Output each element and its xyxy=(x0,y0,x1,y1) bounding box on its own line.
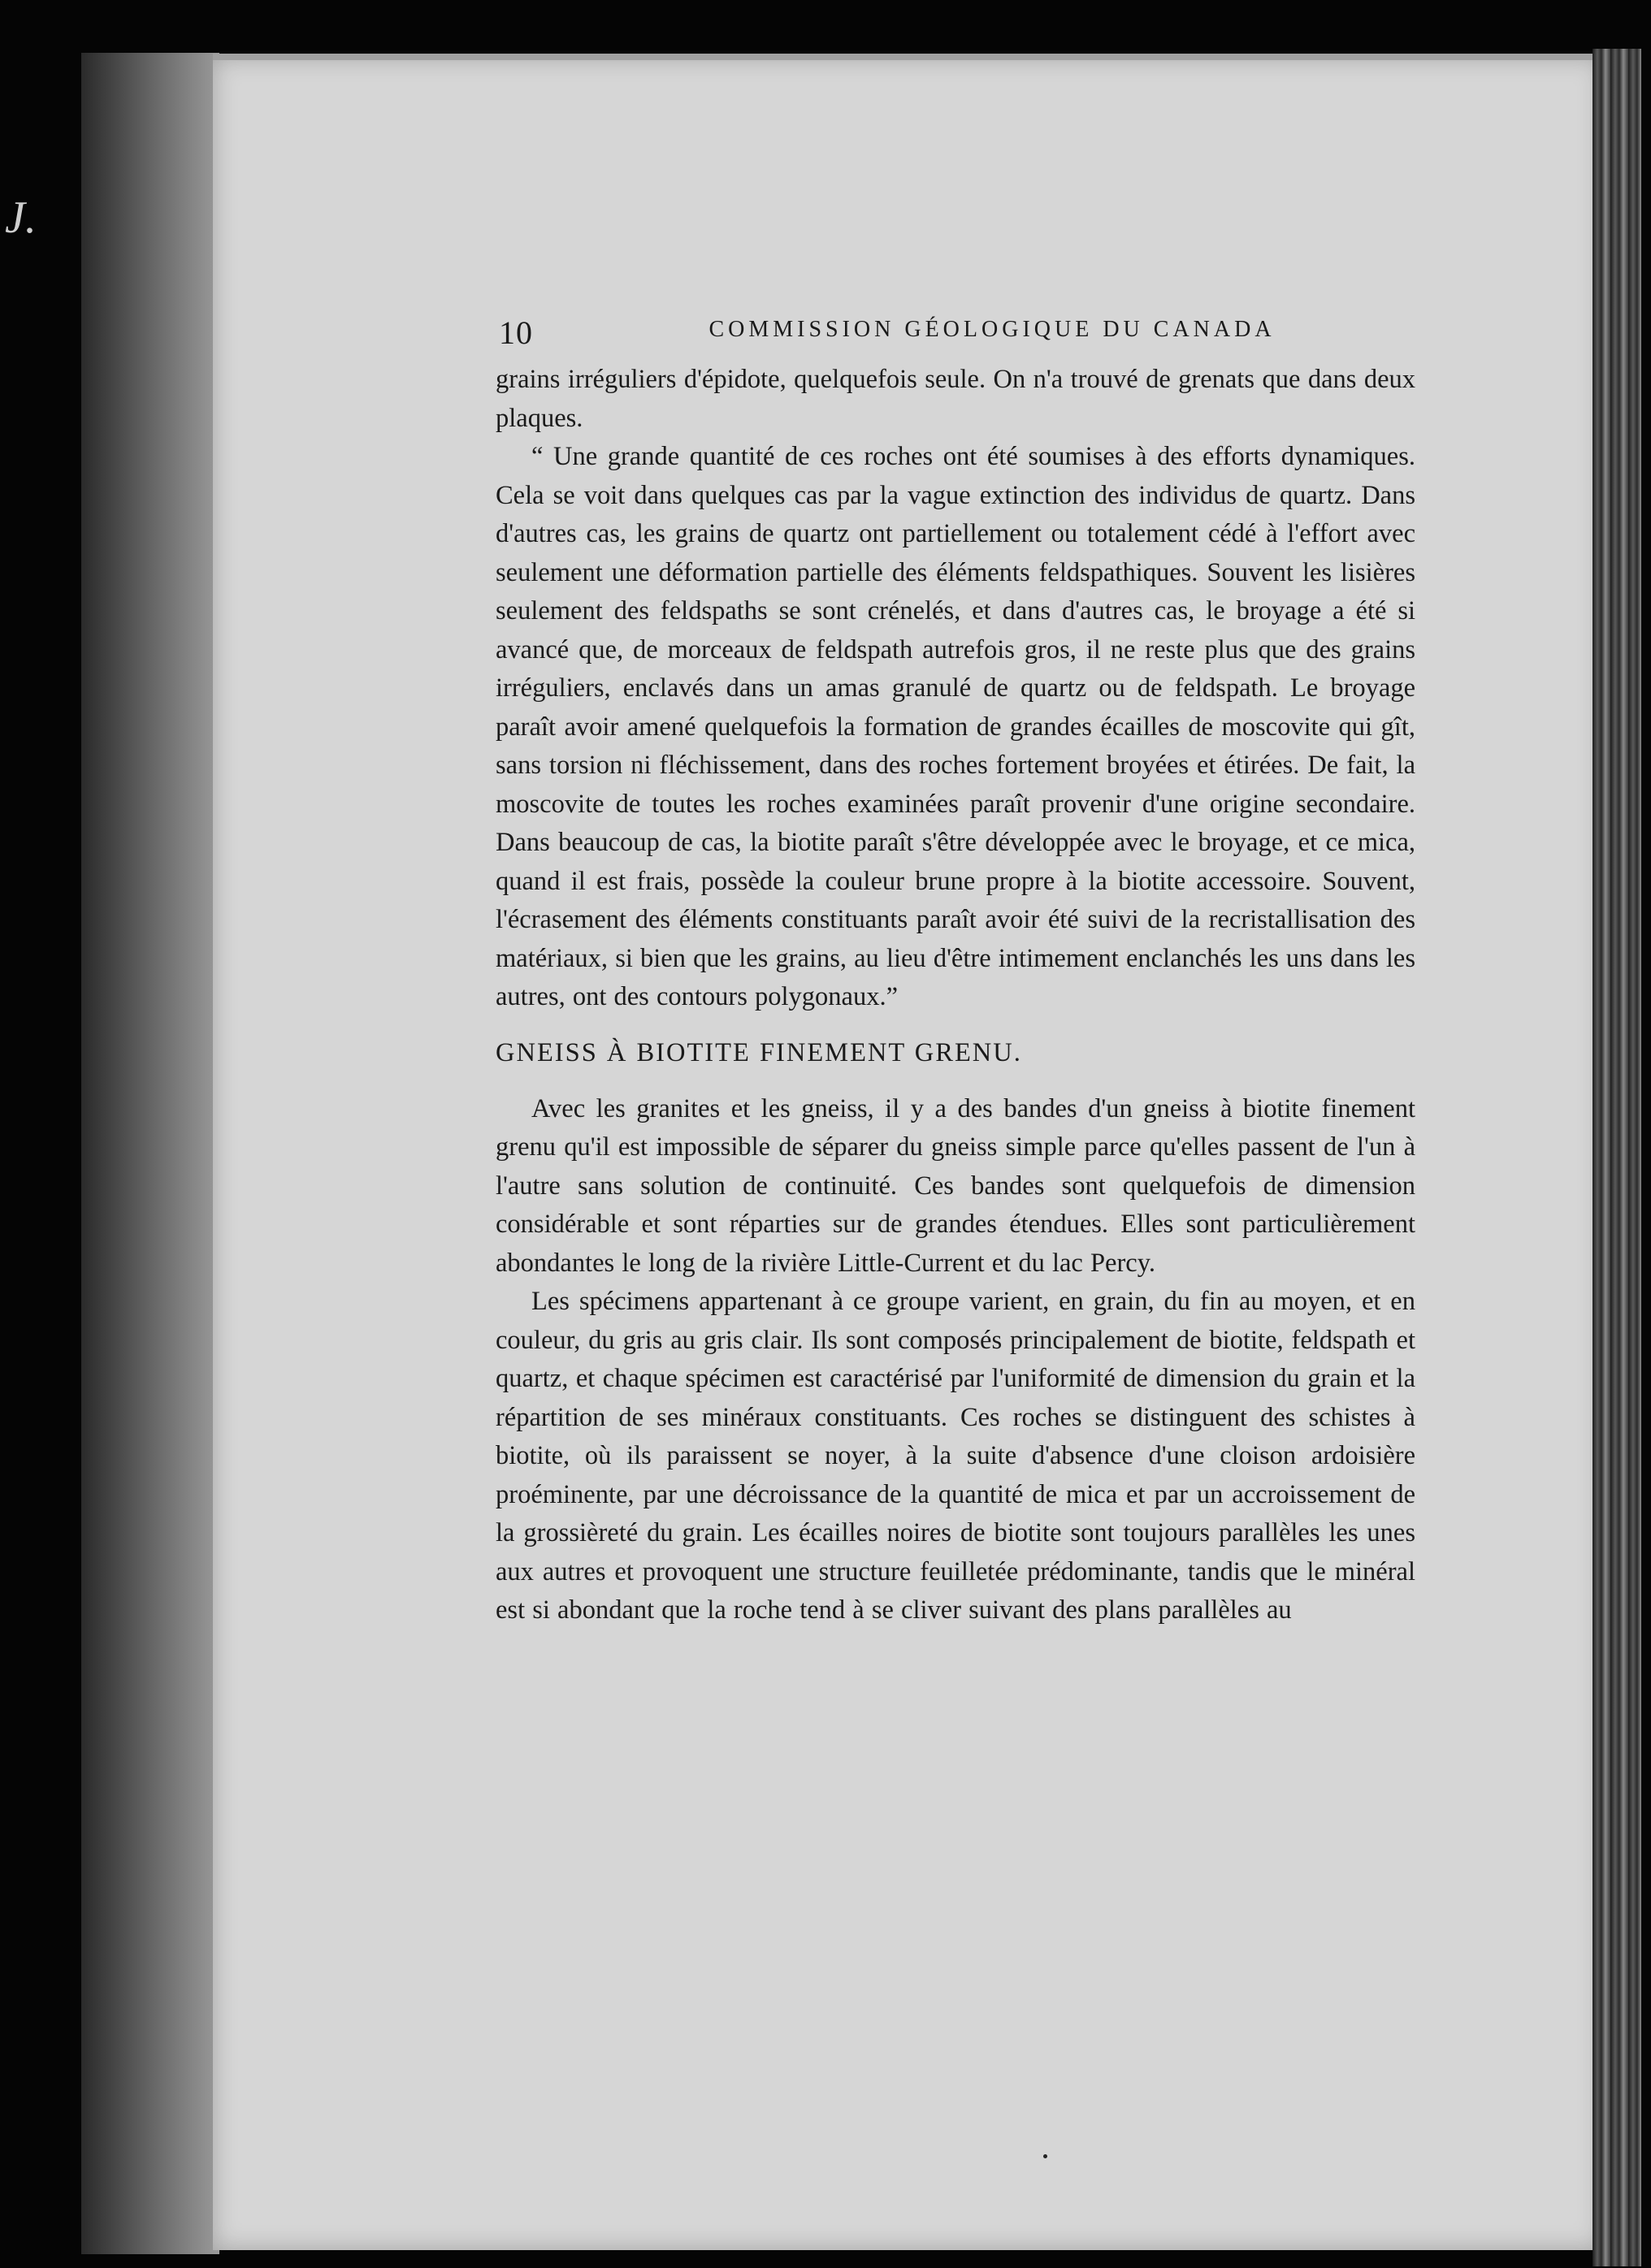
margin-pencil-mark: J. xyxy=(5,193,37,243)
running-head-title: COMMISSION GÉOLOGIQUE DU CANADA xyxy=(708,317,1276,342)
paragraph-section-2: Les spécimens appartenant à ce groupe varient, en grain, du fin au moyen, et en couleur, du gris au gris clair. Ils sont composés principalement de biotite, feldspath et quartz, et chaque spécimen est caractérisé par l'uniformité de dimension du grain et la répartition de ses minéraux constituants. Ces roches se distinguent des schistes à biotite, où ils paraissent se noyer, à la suite d'absence d'une cloison ardoisière proéminente, par une décroissance de la quantité de mica et par un accroissement de la grossièreté du grain. Les écailles noires de biotite sont toujours parallèles les unes aux autres et provoquent une structure feuilletée prédominante, tandis que le minéral est si abondant que la roche tend à se cliver suivant des plans parallèles au xyxy=(496,1287,1415,1625)
page-fore-edge xyxy=(1592,49,1641,2266)
section-heading: GNEISS À BIOTITE FINEMENT GRENU. xyxy=(496,1037,1022,1067)
page-text-block xyxy=(496,307,1415,1630)
book-gutter-shadow xyxy=(81,53,219,2254)
body-text xyxy=(496,361,1415,1630)
paragraph-quotation: “ Une grande quantité de ces roches ont été soumises à des efforts dynamiques. Cela se voit dans quelques cas par la vague extinction des individus de quartz. Dans d'autres cas, les grains de quartz ont partiellement ou totalement cédé à l'effort avec seulement une déformation partielle des éléments feldspathiques. Souvent les lisières seulement des feldspaths se sont crénelés, et dans d'autres cas, le broyage a été si avancé que, de morceaux de feldspath autrefois gros, il ne reste plus que des grains irréguliers, enclavés dans un amas granulé de quartz ou de feldspath. Le broyage paraît avoir amené quelquefois la formation de grandes écailles de moscovite qui gît, sans torsion ni fléchissement, dans des roches fortement broyées et étirées. De fait, la moscovite de toutes les roches examinées paraît provenir d'une origine secondaire. Dans beaucoup de cas, la biotite paraît s'être développée avec le broyage, et ce mica, quand il est frais, possède la couleur brune propre à la biotite accessoire. Souvent, l'écrasement des éléments constituants paraît avoir été suivi de la recristallisation des matériaux, si bien que les grains, au lieu d'être intimement enclanchés les uns dans les autres, ont des contours polygonaux.” xyxy=(496,442,1415,1011)
page-top-edge xyxy=(213,54,1602,60)
dust-speck xyxy=(1043,2154,1047,2158)
paragraph-continuation: grains irréguliers d'épidote, quelquefois seule. On n'a trouvé de grenats que dans deux plaques. xyxy=(496,365,1415,433)
page-number: 10 xyxy=(499,314,533,351)
running-head xyxy=(496,307,1415,361)
paragraph-section-1: Avec les granites et les gneiss, il y a des bandes d'un gneiss à biotite finement grenu qu'il est impossible de séparer du gneiss simple parce qu'elles passent de l'un à l'autre sans solution de continuité. Ces bandes sont quelquefois de dimension considérable et sont réparties sur de grandes étendues. Elles sont particulièrement abondantes le long de la rivière Little-Current et du lac Percy. xyxy=(496,1093,1415,1278)
